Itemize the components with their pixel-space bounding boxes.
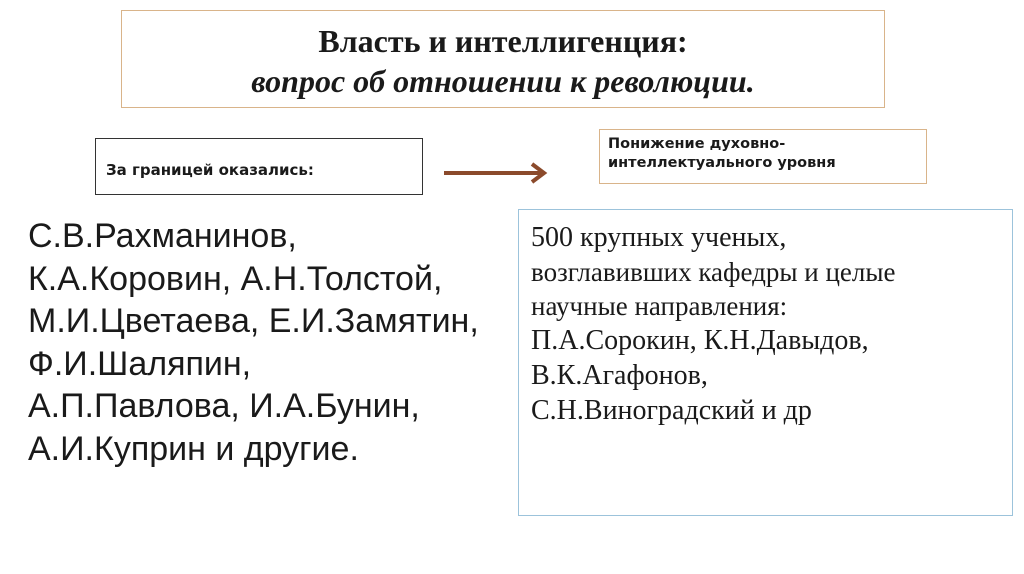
list-item: А.П.Павлова, И.А.Бунин,: [28, 387, 420, 425]
title-line-1: Власть и интеллигенция:: [318, 23, 688, 59]
abroad-label-box: [95, 138, 423, 195]
scientists-line: С.Н.Виноградский и др: [531, 395, 812, 426]
right-arrow-icon: [444, 162, 550, 184]
scientists-box: [518, 209, 1013, 516]
scientists-line: возглавивших кафедры и целые: [531, 257, 896, 287]
list-item: М.И.Цветаева, Е.И.Замятин,: [28, 302, 479, 340]
list-item: К.А.Коровин, А.Н.Толстой,: [28, 259, 443, 298]
title-line-2: вопрос об отношении к революции.: [251, 63, 755, 99]
scientists-line: В.К.Агафонов,: [531, 360, 708, 391]
decline-label-line-1: Понижение духовно-: [608, 136, 786, 152]
title-box: [121, 10, 885, 108]
list-item: А.И.Куприн и другие.: [28, 429, 359, 468]
abroad-label: За границей оказались:: [106, 161, 314, 179]
emigrants-list: [28, 215, 479, 470]
list-item: С.В.Рахманинов,: [28, 217, 297, 255]
scientists-line: П.А.Сорокин, К.Н.Давыдов,: [531, 325, 869, 356]
list-item: Ф.И.Шаляпин,: [28, 344, 252, 383]
decline-label-box: [599, 129, 927, 184]
scientists-line: 500 крупных ученых,: [531, 222, 787, 253]
scientists-line: научные направления:: [531, 291, 788, 321]
decline-label-line-2: интеллектуального уровня: [608, 155, 836, 171]
